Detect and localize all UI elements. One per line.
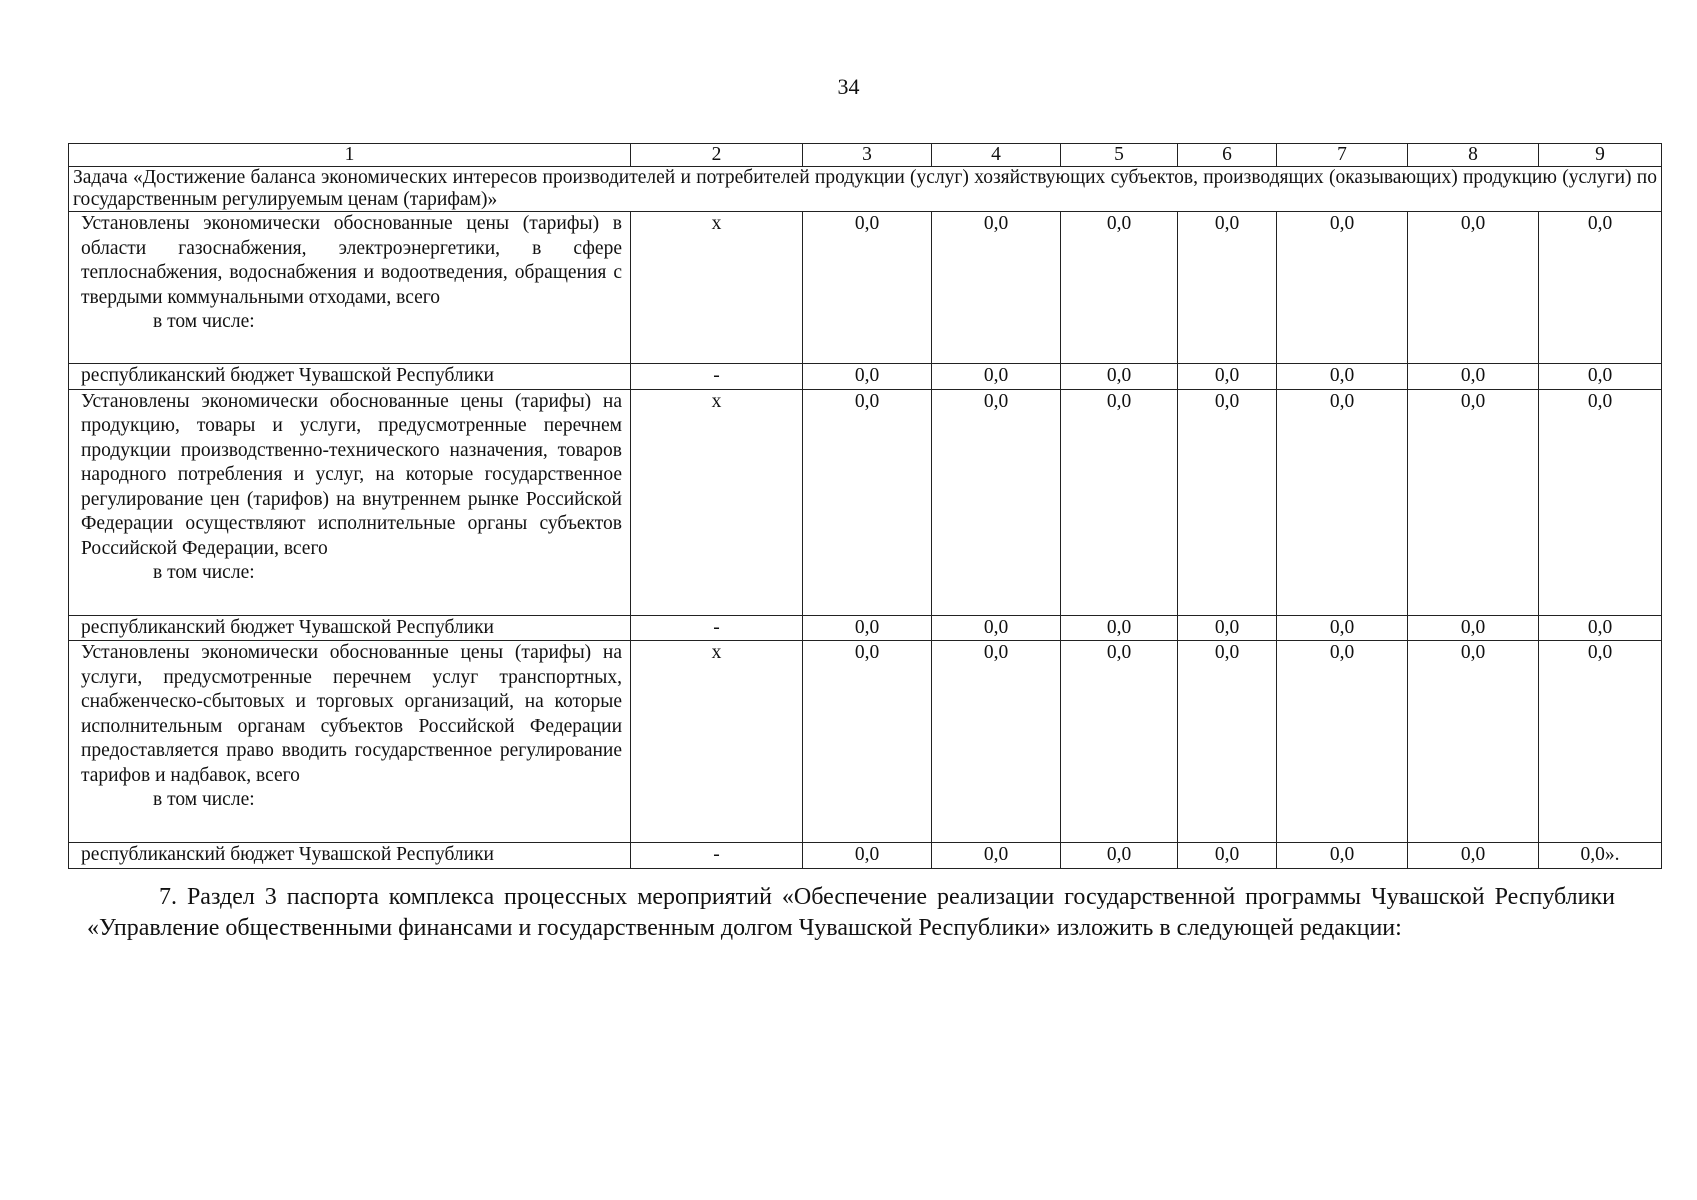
- including-label: в том числе:: [153, 789, 255, 810]
- column-header: 9: [1539, 144, 1662, 167]
- value-cell: 0,0: [1061, 364, 1178, 390]
- value-cell: 0,0: [932, 843, 1061, 869]
- cell-col2: -: [631, 364, 803, 390]
- value-cell: 0,0: [1277, 615, 1408, 641]
- including-label: в том числе:: [153, 311, 255, 332]
- table-row: [69, 615, 1662, 641]
- row-name-cell: [69, 641, 631, 843]
- cell-col2: -: [631, 843, 803, 869]
- table-row: [69, 364, 1662, 390]
- value-cell: 0,0».: [1539, 843, 1662, 869]
- body-paragraph: 7. Раздел 3 паспорта комплекса процессных мероприятий «Обеспечение реализации государственной программы Чувашской Республики «Управление общественными финансами и государственным долгом Чувашской Республики» изложить в следующей редакции:: [87, 884, 1615, 941]
- cell-col2: х: [631, 389, 803, 615]
- value-cell: 0,0: [803, 364, 932, 390]
- value-cell: 0,0: [803, 641, 932, 843]
- value-cell: 0,0: [1539, 364, 1662, 390]
- value-cell: 0,0: [1061, 843, 1178, 869]
- value-cell: 0,0: [1178, 615, 1277, 641]
- value-cell: 0,0: [1277, 212, 1408, 364]
- value-cell: 0,0: [803, 389, 932, 615]
- value-cell: 0,0: [1061, 641, 1178, 843]
- value-cell: 0,0: [803, 843, 932, 869]
- value-cell: 0,0: [1178, 389, 1277, 615]
- row-name: республиканский бюджет Чувашской Республики: [69, 615, 631, 641]
- value-cell: 0,0: [1408, 389, 1539, 615]
- value-cell: 0,0: [1178, 212, 1277, 364]
- column-header: 4: [932, 144, 1061, 167]
- value-cell: 0,0: [932, 364, 1061, 390]
- including-label: в том числе:: [153, 562, 255, 583]
- table-row: [69, 389, 1662, 615]
- value-cell: 0,0: [1178, 641, 1277, 843]
- value-cell: 0,0: [803, 615, 932, 641]
- cell-col2: -: [631, 615, 803, 641]
- value-cell: 0,0: [1539, 389, 1662, 615]
- value-cell: 0,0: [1061, 212, 1178, 364]
- value-cell: 0,0: [932, 212, 1061, 364]
- row-name-cell: [69, 389, 631, 615]
- value-cell: 0,0: [1408, 615, 1539, 641]
- column-header: 6: [1178, 144, 1277, 167]
- table-header-row: [69, 144, 1662, 167]
- value-cell: 0,0: [1539, 641, 1662, 843]
- column-header: 7: [1277, 144, 1408, 167]
- task-row: [69, 167, 1662, 212]
- value-cell: 0,0: [1061, 389, 1178, 615]
- table-row: [69, 843, 1662, 869]
- value-cell: 0,0: [932, 389, 1061, 615]
- value-cell: 0,0: [1408, 641, 1539, 843]
- column-header: 3: [803, 144, 932, 167]
- column-header: 2: [631, 144, 803, 167]
- table-row: [69, 641, 1662, 843]
- value-cell: 0,0: [1277, 843, 1408, 869]
- value-cell: 0,0: [932, 615, 1061, 641]
- value-cell: 0,0: [1408, 364, 1539, 390]
- column-header: 5: [1061, 144, 1178, 167]
- page-number: 34: [837, 74, 860, 99]
- value-cell: 0,0: [932, 641, 1061, 843]
- row-name: Установлены экономически обоснованные цены (тарифы) на услуги, предусмотренные перечнем услуг транспортных, снабженческо-сбытовых и торговых организаций, на которые исполнительным органам субъектов Российской Федерации предоставляется право вводить государственное регулирование тарифов и надбавок, всего: [81, 642, 622, 786]
- row-name: республиканский бюджет Чувашской Республики: [69, 843, 631, 869]
- value-cell: 0,0: [1277, 389, 1408, 615]
- value-cell: 0,0: [1277, 364, 1408, 390]
- column-header: 1: [69, 144, 631, 167]
- task-text: Задача «Достижение баланса экономических интересов производителей и потребителей продукции (услуг) хозяйствующих субъектов, производящих (оказывающих) продукцию (услуги) по государственным регулируемым ценам (тарифам)»: [69, 167, 1662, 212]
- value-cell: 0,0: [1061, 615, 1178, 641]
- cell-col2: х: [631, 641, 803, 843]
- value-cell: 0,0: [1178, 364, 1277, 390]
- value-cell: 0,0: [1408, 212, 1539, 364]
- value-cell: 0,0: [1408, 843, 1539, 869]
- row-name: Установлены экономически обоснованные цены (тарифы) в области газоснабжения, электроэнергетики, в сфере теплоснабжения, водоснабжения и водоотведения, обращения с твердыми коммунальными отходами, всего: [81, 213, 622, 308]
- value-cell: 0,0: [1539, 212, 1662, 364]
- value-cell: 0,0: [1277, 641, 1408, 843]
- column-header: 8: [1408, 144, 1539, 167]
- row-name: республиканский бюджет Чувашской Республики: [69, 364, 631, 390]
- cell-col2: х: [631, 212, 803, 364]
- row-name-cell: [69, 212, 631, 364]
- value-cell: 0,0: [1539, 615, 1662, 641]
- value-cell: 0,0: [803, 212, 932, 364]
- row-name: Установлены экономически обоснованные цены (тарифы) на продукцию, товары и услуги, предусмотренные перечнем продукции производственно-технического назначения, товаров народного потребления и услуг, на которые государственное регулирование цен (тарифов) на внутреннем рынке Российской Федерации осуществляют исполнительные органы субъектов Российской Федерации, всего: [81, 390, 622, 559]
- budget-table: [68, 143, 1662, 869]
- value-cell: 0,0: [1178, 843, 1277, 869]
- table-row: [69, 212, 1662, 364]
